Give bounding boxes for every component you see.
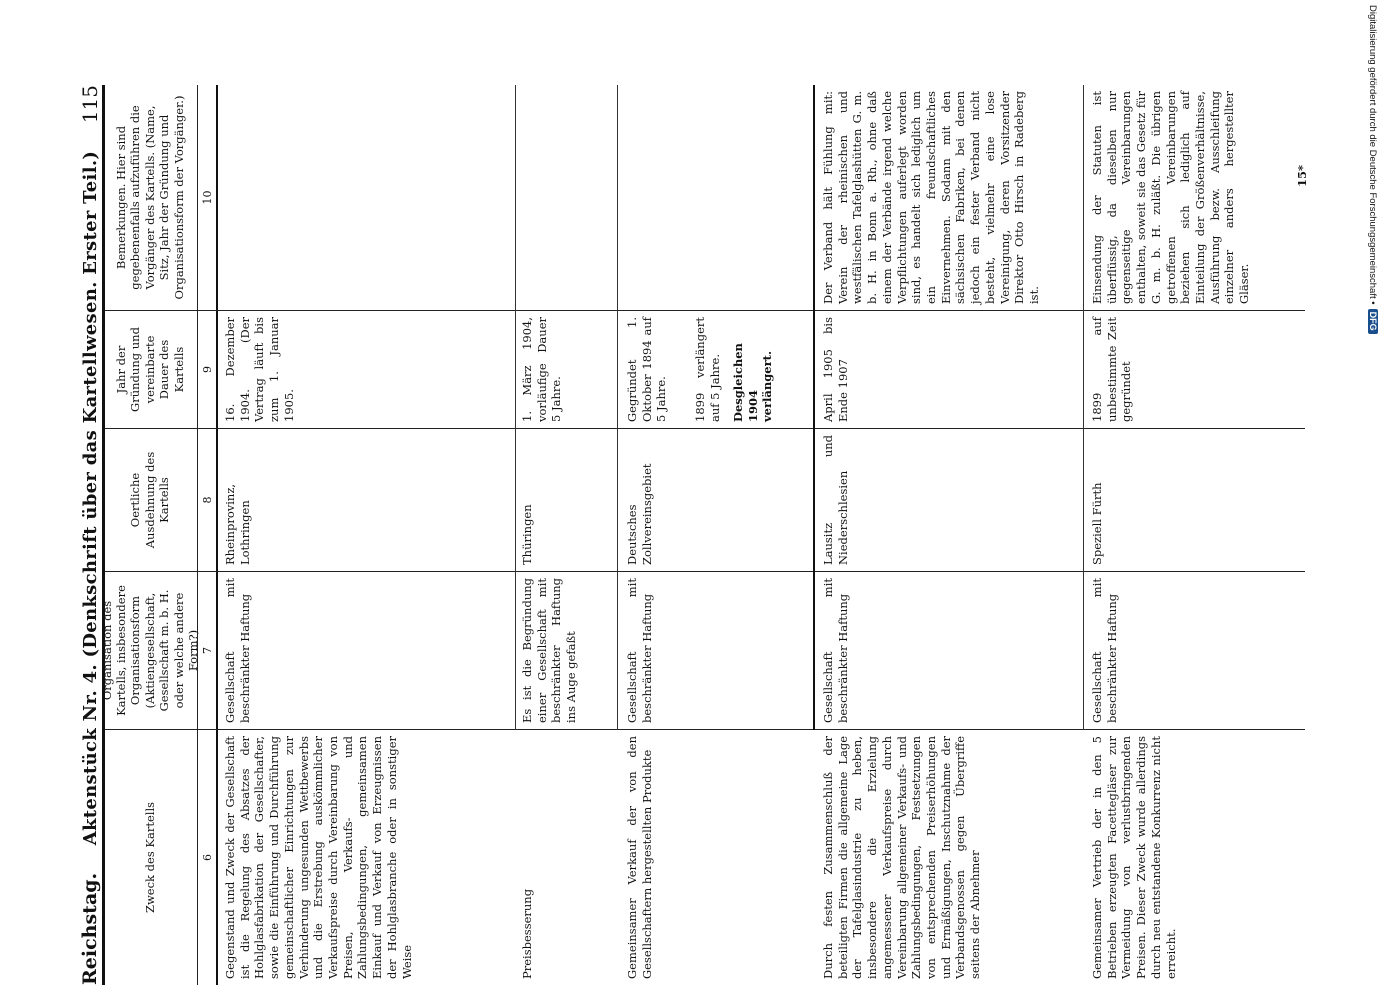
row4-ausdehnung: Lausitz und Niederschlesien (821, 435, 850, 565)
row3-zweck: Gemeinsamer Verkauf der von den Gesellschaftern hergestellten Produkte (625, 736, 654, 979)
row5-bemerkungen: Einsendung der Statuten ist überflüssig, da dieselben nur gegenseitige Vereinbarungen enthalten, soweit sie das Gesetz für G. m. b. H. zuläßt. Die übrigen getroffenen Vereinbarungen beziehen sich lediglich auf Einteilung der Größenverhältnisse, Ausführung bezw. Ausschleifung einzelner anders hergestellter Gläser. (1090, 91, 1252, 304)
dfg-logo: DFG (1368, 309, 1378, 334)
row2-organisation: Es ist die Begründung einer Gesellschaft mit beschränkter Haftung ins Auge gefaßt (520, 578, 579, 723)
header-left: Reichstag. (79, 872, 101, 985)
row3-organisation: Gesellschaft mit beschränkter Haftung (625, 578, 654, 723)
digitization-note (1365, 5, 1381, 995)
cartel-table (99, 85, 1309, 985)
row2-jahr: 1. März 1904, vorläufige Dauer 5 Jahre. (520, 317, 564, 422)
row2-ausdehnung: Thüringen (520, 504, 534, 565)
row5-ausdehnung: Speziell Fürth (1090, 482, 1104, 565)
column-ausdehnung (105, 429, 1305, 572)
row-separator (1083, 85, 1084, 730)
column-header-ausdehnung: Oertliche Ausdehnung des Kartells (128, 451, 172, 549)
signature-mark: 15* (1295, 165, 1309, 188)
column-header-bemerkungen: Bemerkungen. Hier sind gegebenenfalls aufzuführen die Vorgänger des Kartells. (Name, Sitz, Jahr der Gründung und Organisationsform der Vorgänger.) (114, 95, 186, 300)
row5-zweck: Gemeinsamer Vertrieb der in den 5 Betrieben erzeugten Facettegläser zur Vermeidung von verlustbringenden Preisen. Dieser Zweck wurde allerdings durch neu entstandene Konkurrenz nicht erreicht. (1090, 736, 1178, 979)
column-header-organisation: Organisation des Kartells, insbesondere Organisationsform (Aktiengesellschaft, Gesellschaft m. b. H. oder welche andere Form?) (99, 585, 200, 716)
column-header-zweck: Zweck des Kartells (142, 801, 157, 914)
column-number-10: 10 (197, 85, 218, 310)
row1-zweck: Gegenstand und Zweck der Gesellschaft ist die Regelung des Absatzes der Hohlglasfabrikation der Gesellschafter, sowie die Einführung und Durchführung gemeinschaftlicher Einrichtungen zur Verhinderung ungesunden Wettbewerbs und die Erstrebung auskömmlicher Verkaufspreise durch Vereinbarung von Preisen, Verkaufs- und Zahlungsbedingungen, gemeinsamen Einkauf und Verkauf von Erzeugnissen der Hohlglasbranche oder in sonstiger Weise (223, 736, 414, 979)
row4-jahr: April 1905 bis Ende 1907 (821, 317, 850, 422)
row5-jahr: 1899 auf unbestimmte Zeit gegründet (1090, 317, 1134, 422)
column-number-8: 8 (197, 429, 218, 571)
column-header-jahr: Jahr der Gründung und vereinbarte Dauer des Kartells (114, 327, 186, 412)
row-separator (813, 85, 815, 730)
column-number-9: 9 (197, 311, 218, 428)
row2-zweck: Preisbesserung (520, 888, 534, 979)
column-organisation (99, 572, 1305, 730)
column-number-7: 7 (197, 572, 218, 729)
row3-jahr-extension: 1899 verlängert auf 5 Jahre. (693, 317, 722, 422)
row-separator (515, 85, 516, 730)
column-number-6: 6 (197, 730, 218, 985)
row4-organisation: Gesellschaft mit beschränkter Haftung (821, 578, 850, 723)
column-zweck (105, 730, 1305, 985)
row4-zweck: Durch festen Zusammenschluß der beteiligten Firmen die allgemeine Lage der Tafelglasindustrie zu heben, insbesondere die Erzielung angemessener Verkaufspreise durch Vereinbarung allgemeiner Verkaufs- und Zahlungsbedingungen, Festsetzungen von entsprechenden Preiserhöhungen und Ermäßigungen, Inschutznahme der Verbandsgenossen gegen Übergriffe seitens der Abnehmer (821, 736, 983, 979)
row3-jahr: Gegründet 1. Oktober 1894 auf 5 Jahre. (625, 317, 669, 422)
row3-ausdehnung: Deutsches Zollvereinsgebiet (625, 463, 654, 565)
page-number: 115 (78, 85, 102, 124)
rotated-page (60, 55, 1350, 985)
row-separator (617, 85, 618, 730)
row4-bemerkungen: Der Verband hält Fühlung mit: Verein der rheinischen und westfälischen Tafelglashütten G. m. b. H. in Bonn a. Rh., ohne daß einem der Verbände irgend welche Verpflichtungen auferlegt worden sind, es handelt sich lediglich um ein freundschaftliches Einvernehmen. Sodann mit den sächsischen Fabriken, bei denen jedoch ein fester Verband nicht besteht, vielmehr eine lose Vereinigung, deren Vorsitzender Direktor Otto Hirsch in Radeberg ist. (821, 91, 1042, 304)
column-jahr (105, 311, 1305, 429)
row1-ausdehnung: Rheinprovinz, Lothringen (223, 483, 252, 565)
header-title: Aktenstück Nr. 4. (Denkschrift über das Kartellwesen. Erster Teil.) (79, 150, 101, 846)
row1-jahr: 16. Dezember 1904. (Der Vertrag läuft bis zum 1. Januar 1905. (223, 317, 296, 422)
column-bemerkungen (105, 85, 1309, 311)
row3-jahr-renewal: Desgleichen 1904 verlängert. (731, 343, 775, 422)
row5-organisation: Gesellschaft mit beschränkter Haftung (1090, 578, 1119, 723)
row1-organisation: Gesellschaft mit beschränkter Haftung (223, 578, 252, 723)
digitization-text: Digitalisierung gefördert durch die Deutsche Forschungsgemeinschaft • (1367, 5, 1379, 305)
